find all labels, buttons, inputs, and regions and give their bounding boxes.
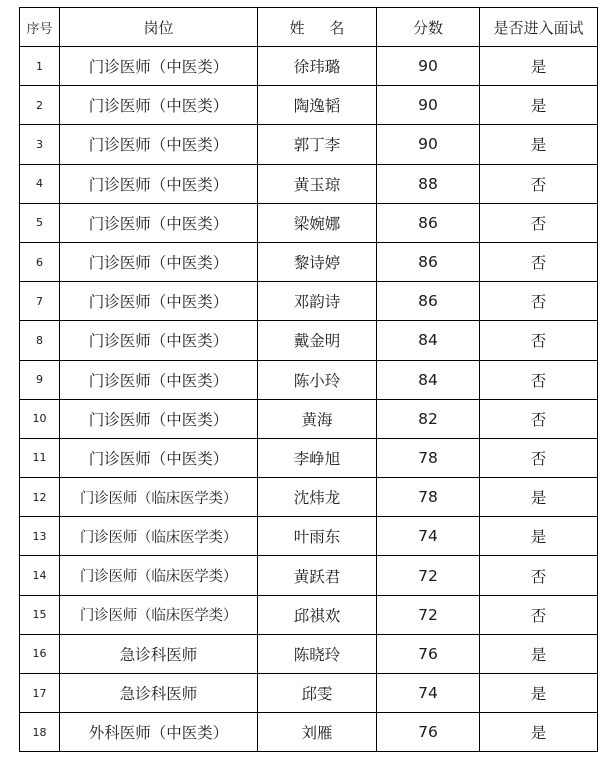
position-cell: 急诊科医师 (60, 634, 258, 673)
position-cell: 门诊医师（中医类） (60, 242, 258, 281)
header-interview: 是否进入面试 (480, 8, 598, 47)
row-number-cell: 13 (20, 517, 60, 556)
interview-status-cell: 是 (480, 478, 598, 517)
row-number-cell: 9 (20, 360, 60, 399)
candidate-name-cell: 徐玮璐 (258, 47, 377, 86)
candidate-name-cell: 邓韵诗 (258, 282, 377, 321)
row-number-cell: 3 (20, 125, 60, 164)
interview-status-cell: 否 (480, 399, 598, 438)
candidate-name-cell: 叶雨东 (258, 517, 377, 556)
position-cell: 门诊医师（中医类） (60, 86, 258, 125)
position-cell: 急诊科医师 (60, 674, 258, 713)
score-cell: 72 (377, 556, 480, 595)
score-cell: 76 (377, 713, 480, 752)
position-cell: 门诊医师（中医类） (60, 164, 258, 203)
candidate-name-cell: 邱祺欢 (258, 595, 377, 634)
score-cell: 84 (377, 321, 480, 360)
table-row (20, 399, 598, 438)
interview-status-cell: 否 (480, 164, 598, 203)
interview-status-cell: 是 (480, 86, 598, 125)
position-cell: 门诊医师（临床医学类） (60, 556, 258, 595)
position-cell: 门诊医师（中医类） (60, 399, 258, 438)
table-row (20, 203, 598, 242)
score-cell: 72 (377, 595, 480, 634)
interview-status-cell: 否 (480, 203, 598, 242)
candidate-name-cell: 郭丁李 (258, 125, 377, 164)
row-number-cell: 2 (20, 86, 60, 125)
position-cell: 门诊医师（中医类） (60, 438, 258, 477)
interview-status-cell: 是 (480, 125, 598, 164)
header-no: 序号 (20, 8, 60, 47)
header-name: 姓 名 (258, 8, 377, 47)
table-row (20, 321, 598, 360)
score-cell: 88 (377, 164, 480, 203)
results-table-container (19, 7, 598, 752)
position-cell: 门诊医师（中医类） (60, 125, 258, 164)
candidate-name-cell: 沈炜龙 (258, 478, 377, 517)
row-number-cell: 16 (20, 634, 60, 673)
interview-status-cell: 否 (480, 321, 598, 360)
table-row (20, 282, 598, 321)
table-row (20, 674, 598, 713)
row-number-cell: 8 (20, 321, 60, 360)
interview-status-cell: 否 (480, 282, 598, 321)
candidate-name-cell: 陶逸韬 (258, 86, 377, 125)
score-cell: 74 (377, 674, 480, 713)
row-number-cell: 1 (20, 47, 60, 86)
interview-status-cell: 是 (480, 47, 598, 86)
score-cell: 86 (377, 242, 480, 281)
table-row (20, 438, 598, 477)
score-cell: 86 (377, 203, 480, 242)
candidate-name-cell: 黄海 (258, 399, 377, 438)
candidate-name-cell: 陈小玲 (258, 360, 377, 399)
candidate-name-cell: 黄玉琼 (258, 164, 377, 203)
score-cell: 82 (377, 399, 480, 438)
interview-status-cell: 是 (480, 713, 598, 752)
score-cell: 76 (377, 634, 480, 673)
interview-status-cell: 否 (480, 360, 598, 399)
table-row (20, 556, 598, 595)
position-cell: 门诊医师（临床医学类） (60, 478, 258, 517)
interview-status-cell: 否 (480, 438, 598, 477)
table-row (20, 360, 598, 399)
position-cell: 门诊医师（中医类） (60, 47, 258, 86)
table-header-row (20, 8, 598, 47)
row-number-cell: 6 (20, 242, 60, 281)
position-cell: 门诊医师（中医类） (60, 360, 258, 399)
score-cell: 78 (377, 438, 480, 477)
row-number-cell: 5 (20, 203, 60, 242)
candidate-name-cell: 刘雁 (258, 713, 377, 752)
table-row (20, 125, 598, 164)
header-position: 岗位 (60, 8, 258, 47)
row-number-cell: 18 (20, 713, 60, 752)
interview-status-cell: 否 (480, 595, 598, 634)
table-row (20, 517, 598, 556)
score-cell: 90 (377, 47, 480, 86)
position-cell: 门诊医师（临床医学类） (60, 517, 258, 556)
interview-status-cell: 否 (480, 556, 598, 595)
row-number-cell: 12 (20, 478, 60, 517)
candidate-name-cell: 邱雯 (258, 674, 377, 713)
row-number-cell: 17 (20, 674, 60, 713)
row-number-cell: 4 (20, 164, 60, 203)
position-cell: 外科医师（中医类） (60, 713, 258, 752)
score-cell: 78 (377, 478, 480, 517)
row-number-cell: 7 (20, 282, 60, 321)
candidate-name-cell: 黎诗婷 (258, 242, 377, 281)
interview-status-cell: 是 (480, 517, 598, 556)
score-cell: 90 (377, 86, 480, 125)
candidate-name-cell: 陈晓玲 (258, 634, 377, 673)
table-row (20, 478, 598, 517)
candidate-name-cell: 梁婉娜 (258, 203, 377, 242)
table-row (20, 242, 598, 281)
interview-status-cell: 是 (480, 634, 598, 673)
table-body (20, 47, 598, 752)
row-number-cell: 10 (20, 399, 60, 438)
position-cell: 门诊医师（中医类） (60, 282, 258, 321)
table-row (20, 634, 598, 673)
score-cell: 90 (377, 125, 480, 164)
table-row (20, 595, 598, 634)
table-row (20, 164, 598, 203)
row-number-cell: 11 (20, 438, 60, 477)
position-cell: 门诊医师（中医类） (60, 321, 258, 360)
position-cell: 门诊医师（中医类） (60, 203, 258, 242)
results-table (19, 7, 598, 752)
table-row (20, 713, 598, 752)
interview-status-cell: 是 (480, 674, 598, 713)
score-cell: 86 (377, 282, 480, 321)
header-score: 分数 (377, 8, 480, 47)
row-number-cell: 14 (20, 556, 60, 595)
position-cell: 门诊医师（临床医学类） (60, 595, 258, 634)
table-row (20, 86, 598, 125)
row-number-cell: 15 (20, 595, 60, 634)
table-row (20, 47, 598, 86)
candidate-name-cell: 戴金明 (258, 321, 377, 360)
score-cell: 84 (377, 360, 480, 399)
candidate-name-cell: 黄跃君 (258, 556, 377, 595)
interview-status-cell: 否 (480, 242, 598, 281)
score-cell: 74 (377, 517, 480, 556)
candidate-name-cell: 李峥旭 (258, 438, 377, 477)
